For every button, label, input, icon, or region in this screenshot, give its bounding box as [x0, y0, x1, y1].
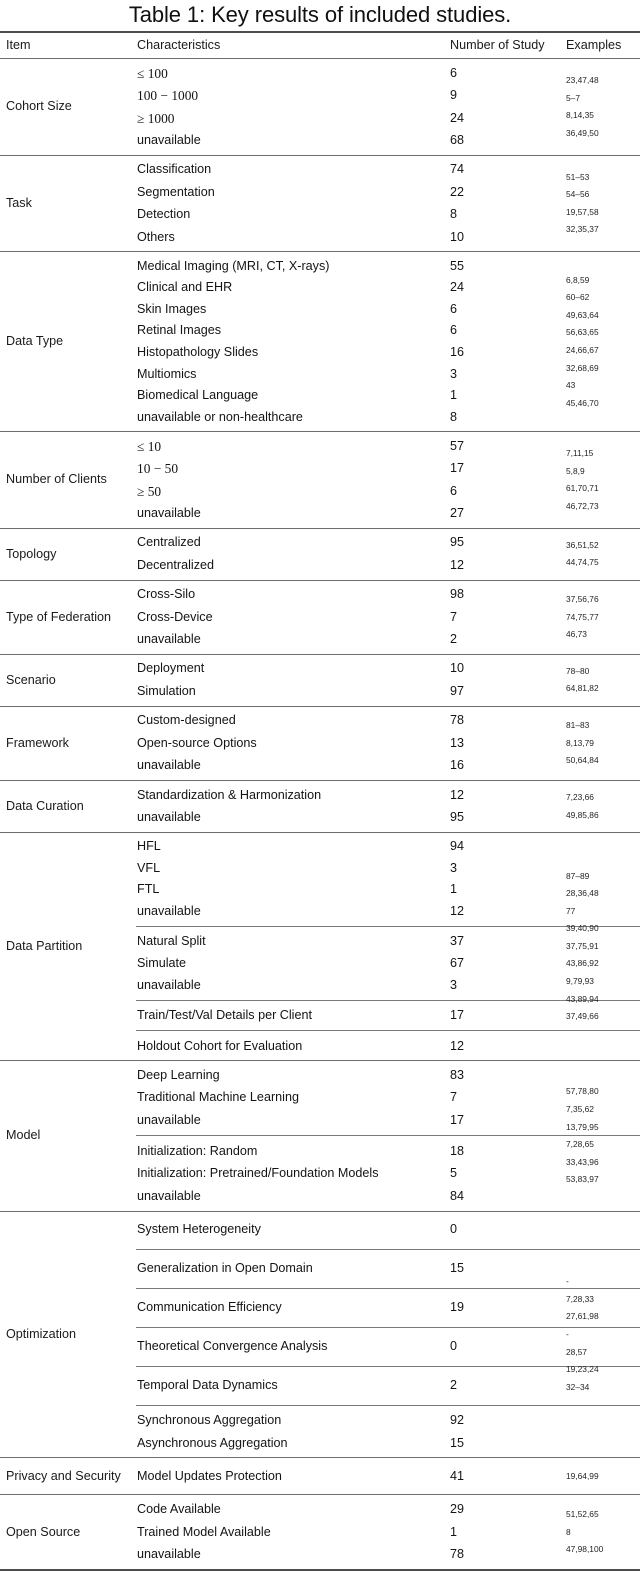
examples-cell	[563, 532, 640, 577]
number-of-study-value: 1	[450, 1524, 458, 1539]
number-of-study-value: 12	[450, 903, 465, 918]
characteristic-label: Standardization & Harmonization	[137, 787, 322, 802]
characteristic-label: Initialization: Pretrained/Foundation Models	[137, 1166, 379, 1181]
number-of-study-value: 24	[450, 110, 465, 125]
table-row	[136, 1185, 563, 1207]
table-row	[136, 554, 563, 576]
table-row	[136, 107, 563, 129]
characteristic-label: Centralized	[137, 535, 201, 550]
item-label: Optimization	[6, 1326, 76, 1341]
characteristic-label: Natural Split	[137, 934, 206, 949]
characteristic-label: Medical Imaging (MRI, CT, X-rays)	[137, 258, 330, 273]
number-of-study-value: 95	[450, 809, 465, 824]
example-reference: 13,79,95	[566, 1121, 599, 1132]
table-row	[136, 1109, 563, 1131]
number-of-study-value: 12	[450, 787, 465, 802]
characteristic-label: Initialization: Random	[137, 1143, 258, 1158]
table-row	[136, 1087, 563, 1109]
example-reference: 50,64,84	[566, 755, 599, 766]
example-reference: 36,49,50	[566, 127, 599, 138]
example-reference: 9,79,93	[566, 976, 594, 987]
section-rows	[136, 1498, 563, 1565]
column-header-item: Item	[6, 38, 31, 52]
characteristic-label: System Heterogeneity	[137, 1222, 261, 1237]
characteristic-label: ≥ 1000	[137, 110, 175, 126]
number-of-study-value: 6	[450, 323, 458, 338]
table-row	[136, 502, 563, 524]
example-reference: 8	[566, 1526, 571, 1537]
table-section-model	[0, 1061, 640, 1210]
example-reference: 39,40,90	[566, 923, 599, 934]
example-reference: 5,8,9	[566, 465, 585, 476]
table-row	[136, 1332, 563, 1362]
table-row	[136, 480, 563, 502]
example-reference: 37,56,76	[566, 594, 599, 605]
table-row	[136, 1461, 563, 1491]
characteristic-label: unavailable	[137, 1112, 201, 1127]
number-of-study-value: 19	[450, 1300, 465, 1315]
number-of-study-value: 6	[450, 301, 458, 316]
example-reference: 61,70,71	[566, 483, 599, 494]
characteristic-label: Traditional Machine Learning	[137, 1090, 299, 1105]
table-section-framework	[0, 707, 640, 780]
section-rows	[136, 159, 563, 249]
section-rows	[136, 584, 563, 651]
characteristic-label: Model Updates Protection	[137, 1468, 282, 1483]
number-of-study-value: 10	[450, 661, 465, 676]
characteristic-label: unavailable	[137, 809, 201, 824]
section-rows	[136, 1064, 563, 1207]
section-rows	[136, 255, 563, 428]
table-row	[136, 342, 563, 364]
characteristic-label: Retinal Images	[137, 323, 221, 338]
number-of-study-value: 57	[450, 438, 465, 453]
number-of-study-value: 3	[450, 977, 458, 992]
table-section-task	[0, 156, 640, 252]
table-header	[0, 33, 640, 58]
characteristic-label: 10 − 50	[137, 461, 179, 477]
characteristic-label: Classification	[137, 162, 212, 177]
item-label: Open Source	[6, 1524, 81, 1539]
number-of-study-value: 98	[450, 587, 465, 602]
table-section-cohort-size	[0, 59, 640, 155]
example-reference: 19,23,24	[566, 1364, 599, 1375]
examples-cell	[563, 784, 640, 829]
table-row	[136, 1543, 563, 1565]
example-reference: 43	[566, 380, 576, 391]
examples-cell	[563, 1461, 640, 1491]
table-section-optimization	[0, 1212, 640, 1458]
example-reference: 7,35,62	[566, 1103, 594, 1114]
number-of-study-value: 3	[450, 860, 458, 875]
example-reference: 24,66,67	[566, 344, 599, 355]
table-row	[136, 754, 563, 776]
number-of-study-value: 12	[450, 1038, 465, 1053]
item-label: Topology	[6, 546, 57, 561]
table-row	[136, 1215, 563, 1245]
number-of-study-value: 24	[450, 280, 465, 295]
characteristic-label: Segmentation	[137, 184, 215, 199]
number-of-study-value: 68	[450, 132, 465, 147]
characteristic-label: unavailable	[137, 1546, 201, 1561]
examples-cell	[563, 1498, 640, 1565]
section-rows	[136, 836, 563, 1057]
section-rows	[136, 1215, 563, 1455]
example-reference: 45,46,70	[566, 397, 599, 408]
characteristic-label: Deployment	[137, 661, 205, 676]
characteristic-label: ≤ 100	[137, 65, 168, 81]
example-reference: 43,86,92	[566, 958, 599, 969]
table-row	[136, 732, 563, 754]
table-row	[136, 606, 563, 628]
characteristic-label: Synchronous Aggregation	[137, 1413, 282, 1428]
number-of-study-value: 29	[450, 1502, 465, 1517]
number-of-study-value: 6	[450, 483, 458, 498]
example-reference: 64,81,82	[566, 683, 599, 694]
table-row	[136, 84, 563, 106]
column-header-characteristics: Characteristics	[137, 38, 221, 52]
table-row	[136, 298, 563, 320]
example-reference: 36,51,52	[566, 539, 599, 550]
number-of-study-value: 3	[450, 366, 458, 381]
number-of-study-value: 74	[450, 162, 465, 177]
characteristic-label: FTL	[137, 882, 160, 897]
item-label: Task	[6, 195, 32, 210]
example-reference: 53,83,97	[566, 1174, 599, 1185]
item-label: Type of Federation	[6, 609, 112, 624]
table-caption: Table 1: Key results of included studies.	[128, 2, 512, 27]
table-row	[136, 680, 563, 702]
example-reference: 32,35,37	[566, 224, 599, 235]
table-row	[136, 203, 563, 225]
number-of-study-value: 5	[450, 1166, 458, 1181]
characteristic-label: unavailable	[137, 632, 201, 647]
characteristic-label: Detection	[137, 207, 191, 222]
example-reference: 28,36,48	[566, 888, 599, 899]
characteristic-label: Trained Model Available	[137, 1524, 271, 1539]
characteristic-label: Cross-Device	[137, 609, 213, 624]
characteristic-label: Cross-Silo	[137, 587, 196, 602]
table-row	[136, 435, 563, 457]
section-rows	[136, 658, 563, 703]
examples-cell	[563, 159, 640, 249]
table-row	[136, 159, 563, 181]
table-row	[136, 1035, 563, 1057]
example-reference: 7,28,65	[566, 1139, 594, 1150]
number-of-study-value: 84	[450, 1188, 465, 1203]
example-reference: 37,75,91	[566, 940, 599, 951]
table-row	[136, 363, 563, 385]
number-of-study-value: 67	[450, 955, 465, 970]
characteristic-label: Deep Learning	[137, 1067, 220, 1082]
table-row	[136, 836, 563, 858]
table-row	[136, 784, 563, 806]
characteristic-label: Clinical and EHR	[137, 280, 233, 295]
table-section-open-source	[0, 1495, 640, 1568]
number-of-study-value: 2	[450, 1378, 458, 1393]
table-row	[136, 710, 563, 732]
example-reference: 60–62	[566, 292, 590, 303]
example-reference: 51,52,65	[566, 1508, 599, 1519]
table-row	[136, 806, 563, 828]
characteristic-label: Open-source Options	[137, 735, 257, 750]
number-of-study-value: 17	[450, 1112, 465, 1127]
number-of-study-value: 55	[450, 258, 465, 273]
characteristic-label: Skin Images	[137, 301, 207, 316]
characteristic-label: unavailable	[137, 903, 201, 918]
example-reference: 49,85,86	[566, 809, 599, 820]
example-reference: 6,8,59	[566, 274, 590, 285]
characteristic-label: ≥ 50	[137, 483, 162, 499]
table-row	[136, 1064, 563, 1086]
number-of-study-value: 16	[450, 344, 465, 359]
example-reference: 19,57,58	[566, 206, 599, 217]
table-row	[136, 62, 563, 84]
number-of-study-value: 78	[450, 713, 465, 728]
example-reference: 43,89,94	[566, 993, 599, 1004]
example-reference: 46,73	[566, 629, 587, 640]
number-of-study-value: 97	[450, 683, 465, 698]
example-reference: 49,63,64	[566, 309, 599, 320]
characteristic-label: Histopathology Slides	[137, 344, 259, 359]
characteristic-label: Others	[137, 229, 175, 244]
number-of-study-value: 8	[450, 409, 458, 424]
example-reference: 32–34	[566, 1381, 590, 1392]
table-body	[0, 59, 640, 1569]
examples-cell	[563, 584, 640, 651]
example-reference: 23,47,48	[566, 74, 599, 85]
examples-cell	[563, 1215, 640, 1455]
number-of-study-value: 15	[450, 1435, 465, 1450]
characteristic-label: Generalization in Open Domain	[137, 1261, 313, 1276]
table-section-topology	[0, 529, 640, 580]
characteristic-label: unavailable	[137, 977, 201, 992]
example-reference: 47,98,100	[566, 1544, 604, 1555]
item-label: Model	[6, 1128, 41, 1143]
table-section-privacy-and-security	[0, 1458, 640, 1494]
examples-cell	[563, 62, 640, 152]
column-header-number-of-study: Number of Study	[450, 38, 545, 52]
table-row	[136, 532, 563, 554]
header-row	[0, 33, 640, 58]
number-of-study-value: 17	[450, 1008, 465, 1023]
number-of-study-value: 12	[450, 557, 465, 572]
section-rows	[136, 62, 563, 152]
table-row	[136, 1521, 563, 1543]
number-of-study-value: 13	[450, 735, 465, 750]
section-rows	[136, 435, 563, 525]
example-reference: 78–80	[566, 665, 590, 676]
section-rows	[136, 532, 563, 577]
table-section-data-type	[0, 252, 640, 431]
table-row	[136, 584, 563, 606]
table-row	[136, 129, 563, 151]
number-of-study-value: 7	[450, 1090, 458, 1105]
characteristic-label: unavailable	[137, 758, 201, 773]
item-label: Data Curation	[6, 798, 84, 813]
table-row	[136, 1432, 563, 1454]
example-reference: 8,13,79	[566, 737, 594, 748]
table-row	[136, 901, 563, 923]
number-of-study-value: 17	[450, 461, 465, 476]
example-reference: 8,14,35	[566, 110, 594, 121]
column-header-examples: Examples	[566, 38, 622, 52]
table-section-data-curation	[0, 781, 640, 832]
table-row	[136, 931, 563, 953]
characteristic-label: unavailable	[137, 132, 201, 147]
characteristic-label: Temporal Data Dynamics	[137, 1378, 278, 1393]
example-reference: 77	[566, 905, 576, 916]
number-of-study-value: 94	[450, 839, 465, 854]
table-row	[136, 277, 563, 299]
table-bottom-rule	[0, 1569, 640, 1571]
characteristic-label: Simulation	[137, 683, 196, 698]
example-reference: 57,78,80	[566, 1086, 599, 1097]
example-reference: 87–89	[566, 870, 590, 881]
example-reference: 74,75,77	[566, 611, 599, 622]
number-of-study-value: 83	[450, 1067, 465, 1082]
table-row	[136, 457, 563, 479]
table-row	[136, 226, 563, 248]
characteristic-label: Code Available	[137, 1502, 221, 1517]
number-of-study-value: 92	[450, 1413, 465, 1428]
characteristic-label: unavailable or non-healthcare	[137, 409, 303, 424]
examples-cell	[563, 1064, 640, 1207]
item-label: Data Partition	[6, 938, 83, 953]
table-row	[136, 1293, 563, 1323]
number-of-study-value: 6	[450, 65, 458, 80]
number-of-study-value: 7	[450, 609, 458, 624]
table-row	[136, 658, 563, 680]
number-of-study-value: 8	[450, 207, 458, 222]
example-reference: 7,11,15	[566, 447, 594, 458]
table-row	[136, 1005, 563, 1027]
number-of-study-value: 37	[450, 934, 465, 949]
example-reference: 33,43,96	[566, 1156, 599, 1167]
item-label: Privacy and Security	[6, 1468, 121, 1483]
characteristic-label: unavailable	[137, 505, 201, 520]
examples-cell	[563, 435, 640, 525]
example-reference: 46,72,73	[566, 500, 599, 511]
section-rows	[136, 710, 563, 777]
example-reference: 19,64,99	[566, 1470, 599, 1481]
table-row	[136, 181, 563, 203]
characteristic-label: 100 − 1000	[137, 88, 199, 104]
characteristic-label: Train/Test/Val Details per Client	[137, 1008, 312, 1023]
number-of-study-value: 0	[450, 1339, 458, 1354]
example-reference: 81–83	[566, 720, 590, 731]
table-row	[136, 1163, 563, 1185]
examples-cell	[563, 255, 640, 428]
table-row	[136, 953, 563, 975]
table-section-type-of-federation	[0, 581, 640, 654]
characteristic-label: Theoretical Convergence Analysis	[137, 1339, 328, 1354]
example-reference: 7,28,33	[566, 1293, 594, 1304]
characteristic-label: ≤ 10	[137, 438, 162, 454]
table-row	[136, 1140, 563, 1162]
example-reference: 27,61,98	[566, 1311, 599, 1322]
table-row	[136, 385, 563, 407]
section-rows	[136, 784, 563, 829]
characteristic-label: Simulate	[137, 955, 186, 970]
table-row	[136, 1254, 563, 1284]
characteristic-label: Asynchronous Aggregation	[137, 1435, 288, 1450]
table-section-scenario	[0, 655, 640, 706]
table-row	[136, 974, 563, 996]
example-reference: 54–56	[566, 189, 590, 200]
example-reference: 37,49,66	[566, 1011, 599, 1022]
number-of-study-value: 2	[450, 632, 458, 647]
example-reference: 28,57	[566, 1346, 587, 1357]
characteristic-label: Custom-designed	[137, 713, 236, 728]
number-of-study-value: 1	[450, 882, 458, 897]
table-row	[136, 1410, 563, 1432]
item-label: Data Type	[6, 334, 64, 349]
table-row	[136, 255, 563, 277]
number-of-study-value: 95	[450, 535, 465, 550]
number-of-study-value: 41	[450, 1468, 465, 1483]
characteristic-label: Biomedical Language	[137, 388, 259, 403]
number-of-study-value: 22	[450, 184, 465, 199]
number-of-study-value: 16	[450, 758, 465, 773]
table-row	[136, 628, 563, 650]
characteristic-label: Holdout Cohort for Evaluation	[137, 1038, 303, 1053]
example-reference: 51–53	[566, 171, 590, 182]
table-row	[136, 406, 563, 428]
examples-cell	[563, 836, 640, 1057]
number-of-study-value: 15	[450, 1261, 465, 1276]
characteristic-label: Multiomics	[137, 366, 197, 381]
section-rows	[136, 1461, 563, 1491]
table-row	[136, 1371, 563, 1401]
example-reference: -	[566, 1328, 569, 1339]
examples-cell	[563, 710, 640, 777]
table-row	[136, 857, 563, 879]
item-label: Number of Clients	[6, 472, 107, 487]
number-of-study-value: 1	[450, 388, 458, 403]
item-label: Framework	[6, 735, 69, 750]
characteristic-label: Decentralized	[137, 557, 215, 572]
number-of-study-value: 9	[450, 88, 458, 103]
example-reference: -	[566, 1276, 569, 1287]
table-row	[136, 320, 563, 342]
number-of-study-value: 78	[450, 1546, 465, 1561]
characteristic-label: VFL	[137, 860, 161, 875]
example-reference: 7,23,66	[566, 791, 594, 802]
example-reference: 44,74,75	[566, 557, 599, 568]
example-reference: 5–7	[566, 92, 580, 103]
characteristic-label: unavailable	[137, 1188, 201, 1203]
number-of-study-value: 0	[450, 1222, 458, 1237]
item-label: Scenario	[6, 672, 56, 687]
item-label: Cohort Size	[6, 99, 72, 114]
table-row	[136, 1498, 563, 1520]
characteristic-label: Communication Efficiency	[137, 1300, 282, 1315]
number-of-study-value: 10	[450, 229, 465, 244]
example-reference: 32,68,69	[566, 362, 599, 373]
table-section-data-partition	[0, 833, 640, 1060]
table-section-number-of-clients	[0, 432, 640, 528]
table-row	[136, 879, 563, 901]
example-reference: 56,63,65	[566, 327, 599, 338]
number-of-study-value: 18	[450, 1143, 465, 1158]
characteristic-label: HFL	[137, 839, 161, 854]
examples-cell	[563, 658, 640, 703]
number-of-study-value: 27	[450, 505, 465, 520]
